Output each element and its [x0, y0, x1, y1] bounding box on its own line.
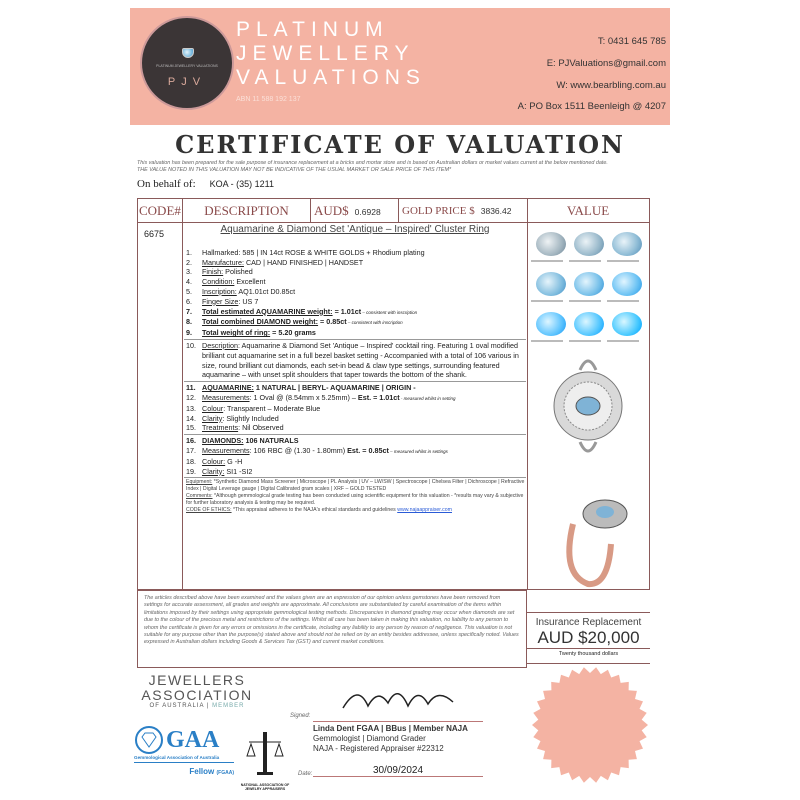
list-item: 12. Measurements: 1 Oval @ (8.54mm x 5.25mm) – Est. = 1.01ct - measured whilst in setting — [186, 392, 456, 402]
ring-top-view — [548, 354, 628, 464]
list-item: 6. Finger Size: US 7 — [186, 296, 259, 306]
brand-line: VALUATIONS — [236, 66, 426, 89]
abn: ABN 11 588 192 137 — [236, 96, 301, 103]
list-item: 15. Treatments: Nil Observed — [186, 423, 284, 433]
gem-swatch — [574, 232, 604, 256]
page-title: CERTIFICATE OF VALUATION — [175, 130, 625, 159]
date-label: Date: — [298, 771, 313, 777]
list-item: 13. Colour: Transparent – Moderate Blue — [186, 403, 321, 413]
appraiser-details — [313, 724, 468, 754]
list-item: 2. Manufacture: CAD | HAND FINISHED | HANDSET — [186, 257, 364, 267]
gem-swatch — [612, 232, 642, 256]
naja-logo: NATIONAL ASSOCIATION OF JEWELRY APPRAISERS — [240, 728, 290, 791]
comments-text: *Although gemmological grade testing has been conducted using scientific equipment for this valuation - *results may vary & subjective for further laboratory analysis & testing may be required. — [186, 493, 524, 507]
gold-value: 3836.42 — [480, 206, 512, 216]
gem-swatch — [574, 312, 604, 336]
gaa-logo: GAA Gemmological Association of Australia Fellow (FGAA) — [134, 726, 234, 776]
scales-icon — [245, 728, 285, 778]
signature — [338, 678, 458, 723]
item-title: Aquamarine & Diamond Set 'Antique – Inspired' Cluster Ring — [220, 224, 490, 235]
letterhead — [130, 8, 670, 125]
gem-swatch — [536, 232, 566, 256]
list-item: 1. Hallmarked: 585 | IN 14ct ROSE & WHITE GOLDS + Rhodium plating — [186, 247, 425, 257]
insurance-label: Insurance Replacement — [535, 617, 642, 628]
list-item: 18. Colour: G -H — [186, 456, 243, 466]
address: A: PO Box 1511 Beenleigh @ 4207 — [517, 101, 666, 112]
gem-swatch — [536, 312, 566, 336]
gem-swatch — [536, 272, 566, 296]
logo-tagline: PLATINUM JEWELLERY VALUATIONS — [156, 64, 218, 68]
diamond-icon — [182, 48, 194, 58]
list-item: 5. Inscription: AQ1.01ct D0.85ct — [186, 286, 296, 296]
naja-link[interactable]: www.najaappraiser.com — [397, 507, 452, 514]
seal-stamp — [530, 665, 650, 790]
list-item: 7. Total estimated AQUAMARINE weight: = 1.01ct – consistent with inscription — [186, 306, 418, 316]
signer-name: Linda Dent FGAA | BBus | Member NAJA — [313, 724, 468, 733]
pjv-logo — [140, 16, 234, 110]
insurance-words: Twenty thousand dollars — [527, 648, 650, 657]
aud-rate: AUD$ 0.6928 — [311, 199, 399, 223]
gem-swatch — [574, 272, 604, 296]
jaa-logo: JEWELLERS ASSOCIATION OF AUSTRALIA | MEMBER — [141, 672, 253, 709]
on-behalf-of — [137, 178, 274, 190]
list-item: 8. Total combined DIAMOND weight: = 0.85ct – consistent with inscription — [186, 317, 403, 327]
behalf-value: KOA - (35) 1211 — [209, 179, 275, 189]
value-header: VALUE — [527, 199, 649, 223]
email[interactable]: E: PJValuations@gmail.com — [546, 58, 666, 69]
list-item: 9. Total weight of ring: = 5.20 grams — [186, 328, 316, 338]
gem-swatch — [612, 272, 642, 296]
list-item: 19. Clarity: SI1 -SI2 — [186, 466, 253, 476]
brand-line: JEWELLERY — [236, 42, 415, 65]
list-item: 10. Description: Aquamarine & Diamond Set 'Antique – Inspired' cocktail ring. Featuring 1 oval modified brilliant cut aquamarine set in a full bezel basket setting - Accompanied with a total of 106 various in size, round brilliant cut diamonds, each set-in bead & claw type settings, surrounding featured aquamarine – with unset split shoulders that taper towards the bottom of the shank. — [186, 340, 519, 380]
valuation-date: 30/09/2024 — [313, 765, 483, 777]
logo-text: PJV — [167, 76, 207, 88]
gold-price: GOLD PRICE $ 3836.42 — [399, 199, 527, 223]
list-item: 17. Measurements: 106 RBC @ (1.30 - 1.80mm) Est. = 0.85ct – measured whilst in settings — [186, 445, 448, 455]
phone: T: 0431 645 785 — [597, 36, 666, 47]
code-header: CODE# — [138, 199, 183, 223]
aud-value: 0.6928 — [354, 207, 381, 217]
list-item: 4. Condition: Excellent — [186, 277, 266, 287]
website[interactable]: W: www.bearbling.com.au — [556, 80, 666, 91]
equipment-text: *Synthetic Diamond Mass Screener | Microscope | PL Analysis | UV – LW/SW | Spectroscope | Chelsea Filter | Dichroscope | Refractive Index | Digital Leverage gauge | Digital Calibrated gram scales | XRF – GOLD TESTED — [186, 479, 525, 493]
list-item: 11. AQUAMARINE: 1 NATURAL | BERYL- AQUAMARINE | ORIGIN - — [186, 383, 416, 393]
disclaimer: The articles described above have been examined and the values given are an expression of our opinion unless gemstones have been removed from settings for accurate assessment, all grades and weights are approximate. All conclusions are substantiated by careful examination of the items within limitations imposed by their settings using appropriate gemmological testing methods. Discrepancies in diamond grading may occur when diamonds are set due to the colour of the precious metal and restrictions of the settings. Whilst all care has been taken in making this valuation, no liability to any person to whom the certificate is given for any errors or omissions in the certificate, including any liability to any person by reason of negligence. This valuation is not suitable for any purpose other than the purpose(s) stated above and should not be relied on by an entity besides addressee, unless specifically noted. Values expressed in Australian dollars including Goods & Services Tax (GST) and current market conditions. — [137, 590, 527, 668]
intro-warning: THE VALUE NOTED IN THIS VALUATION MAY NOT BE INDICATIVE OF THE USUAL MARKET OR SALE PRICE OF THIS ITEM* — [137, 167, 452, 173]
item-description — [184, 225, 526, 514]
gem-swatch — [612, 312, 642, 336]
signer-role: Gemmologist | Diamond Grader — [313, 734, 426, 743]
gaa-diamond-icon — [134, 725, 164, 755]
brand-line: PLATINUM — [236, 18, 389, 41]
list-item: 14. Clarity: Slightly Included — [186, 413, 279, 423]
behalf-label: On behalf of: — [137, 178, 196, 190]
insurance-value: AUD $20,000 — [537, 628, 640, 647]
valuation-table — [137, 198, 650, 590]
signed-label: Signed: — [290, 713, 311, 719]
list-item: 16. DIAMONDS: 106 NATURALS — [186, 436, 299, 446]
gem-colour-chart — [528, 224, 649, 354]
signer-registration: NAJA - Registered Appraiser #22312 — [313, 744, 444, 753]
item-code: 6675 — [144, 229, 165, 239]
insurance-replacement — [527, 612, 650, 664]
ethics-text: *This appraisal adheres to the NAJA's ethical standards and guidelines — [231, 507, 398, 514]
intro-text: This valuation has been prepared for the sale purpose of insurance replacement at a bricks and mortar store and is based on Australian dollars or market values current at the below mentioned date. — [137, 160, 608, 166]
description-header: DESCRIPTION — [183, 199, 311, 223]
ring-side-view — [553, 474, 633, 594]
list-item: 3. Finish: Polished — [186, 267, 253, 277]
testing-notes: Equipment: *Synthetic Diamond Mass Screener | Microscope | PL Analysis | UV – LW/SW | Spectroscope | Chelsea Filter | Dichroscope | Refractive Index | Digital Leverage gauge | Digital Calibrated gram scales | XRF – GOLD TESTED Comments: *Although gemmological grade testing has been conducted using scientific equipment for this valuation - *results may vary & subjective for further laboratory analysis & testing may be required. CODE OF ETHICS: *This appraisal adheres to the NAJA's ethical standards and guidelines www.najaappraiser.com — [186, 479, 525, 514]
